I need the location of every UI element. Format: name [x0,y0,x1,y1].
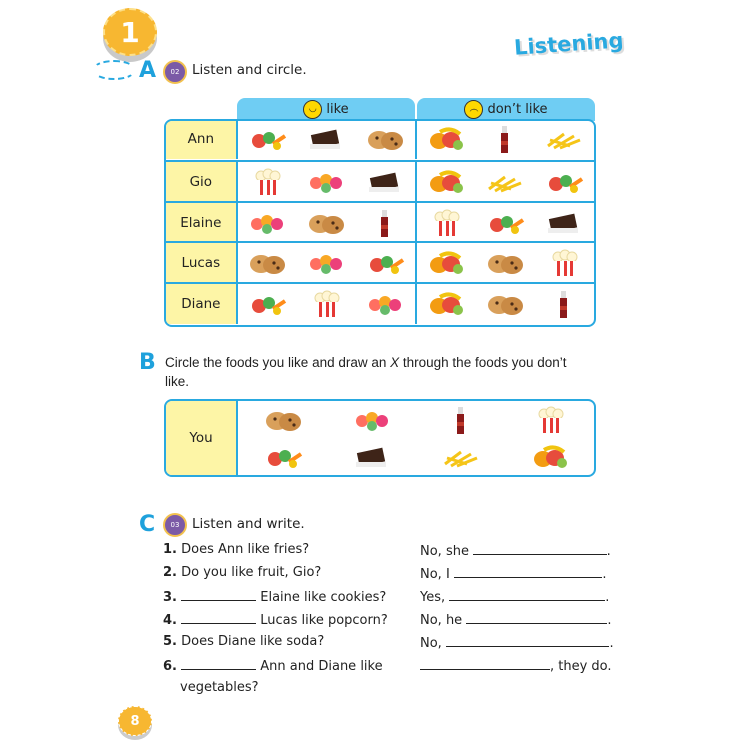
question-text: Does Diane like soda? [181,634,325,649]
like-cell [238,119,417,159]
question-text: Elaine like cookies? [260,590,387,605]
question-text: Lucas like popcorn? [260,613,388,628]
question-item [163,588,386,605]
popcorn-icon[interactable] [541,248,587,278]
like-cell [238,203,417,243]
answer-item [420,634,614,651]
sad-face-icon: ︵ [464,100,483,119]
table-row [166,241,594,283]
popcorn-icon[interactable] [423,208,469,238]
question-item [163,634,324,649]
item-6-continuation: vegetables? [180,680,259,695]
question-number: 6. [163,659,177,674]
cookies-icon[interactable] [362,124,408,154]
student-name: Diane [166,284,238,324]
dont-like-label: don’t like [487,102,548,117]
answer-blank[interactable] [466,611,607,624]
question-item [163,611,388,628]
you-name-cell: You [166,401,238,475]
like-cell [238,243,417,283]
vegetables-icon[interactable] [362,248,408,278]
popcorn-icon[interactable] [527,405,573,435]
vegetables-icon[interactable] [260,442,306,472]
fruit-icon[interactable] [423,124,469,154]
table-row [166,201,594,243]
instruction-text: through the foods you don’t [399,355,567,370]
answer-item [420,565,607,582]
answer-item [420,611,611,628]
happy-face-icon: ◡ [303,100,322,119]
fries-icon[interactable] [482,167,528,197]
question-number: 2. [163,565,177,580]
track-number: 03 [170,521,180,529]
cookies-icon[interactable] [482,289,528,319]
answer-blank[interactable] [446,634,610,647]
answer-prefix: No, he [420,613,463,628]
chocolate-icon[interactable] [541,208,587,238]
student-name: Gio [166,162,238,202]
question-text: Does Ann like fries? [181,542,310,557]
question-number: 1. [163,542,177,557]
vegetables-icon[interactable] [541,167,587,197]
track-number: 02 [170,68,180,76]
dont-like-cell [417,284,594,324]
vegetables-icon[interactable] [244,289,290,319]
candy-icon[interactable] [303,167,349,197]
cookies-icon[interactable] [482,248,528,278]
table-row [166,160,594,202]
dont-like-cell [417,119,594,159]
question-item [163,657,383,674]
answer-suffix: . [607,613,612,628]
popcorn-icon[interactable] [244,167,290,197]
question-item [163,542,309,557]
likes-table [164,119,596,327]
answer-blank[interactable] [454,565,603,578]
like-label: like [326,102,349,117]
dashed-arrow-icon [92,60,136,80]
fries-icon[interactable] [438,442,484,472]
question-blank[interactable] [181,611,256,624]
chocolate-icon[interactable] [349,442,395,472]
section-b-label: B [139,350,156,375]
section-b-instruction [165,353,567,391]
answer-blank[interactable] [449,588,605,601]
page-number: 8 [118,706,152,736]
you-table [164,399,596,477]
student-name: Lucas [166,243,238,283]
table-row [166,282,594,324]
fruit-icon[interactable] [423,167,469,197]
answer-suffix: . [602,567,607,582]
table-row [166,119,594,159]
fruit-icon[interactable] [423,248,469,278]
like-cell [238,162,417,202]
instruction-text: Circle the foods you like and draw an [165,355,391,370]
question-number: 4. [163,613,177,628]
answer-item [420,542,611,559]
section-c-instruction: Listen and write. [192,516,305,532]
answer-item [420,588,609,605]
question-text: Ann and Diane like [260,659,383,674]
you-foods [238,401,594,475]
candy-icon[interactable] [303,248,349,278]
question-blank[interactable] [181,657,256,670]
instruction-line-2 [165,372,567,391]
answer-prefix: No, I [420,567,450,582]
chocolate-icon[interactable] [362,167,408,197]
soda-icon[interactable] [362,208,408,238]
popcorn-icon[interactable] [303,289,349,319]
vegetables-icon[interactable] [244,124,290,154]
answer-suffix: . [606,544,611,559]
dont-like-cell [417,162,594,202]
column-header-dont-like [417,98,595,121]
answer-prefix: Yes, [420,590,446,605]
cookies-icon[interactable] [244,248,290,278]
soda-icon[interactable] [482,124,528,154]
dont-like-cell [417,203,594,243]
section-c-label: C [139,512,156,537]
candy-icon[interactable] [362,289,408,319]
answer-item [420,657,612,674]
answer-suffix: . [605,590,610,605]
audio-track-icon[interactable] [163,513,187,537]
chocolate-icon[interactable] [303,124,349,154]
candy-icon[interactable] [244,208,290,238]
fries-icon[interactable] [541,124,587,154]
instruction-text: like. [165,374,190,389]
question-blank[interactable] [181,588,256,601]
question-number: 5. [163,634,177,649]
vegetables-icon[interactable] [482,208,528,238]
audio-track-icon[interactable] [163,60,187,84]
question-number: 3. [163,590,177,605]
unit-number-badge: 1 [103,8,157,56]
skill-title: Listening [513,28,625,60]
instruction-line-1 [165,353,567,372]
cookies-icon[interactable] [303,208,349,238]
student-name: Elaine [166,203,238,243]
cookies-icon[interactable] [260,405,306,435]
question-item [163,565,321,580]
soda-icon[interactable] [438,405,484,435]
student-name: Ann [166,119,238,159]
instruction-x: X [390,355,400,370]
section-a-label: A [139,58,157,83]
answer-suffix: , they do. [550,659,612,674]
dont-like-cell [417,243,594,283]
soda-icon[interactable] [541,289,587,319]
fruit-icon[interactable] [423,289,469,319]
answer-blank[interactable] [420,657,550,670]
section-a-instruction: Listen and circle. [192,62,307,78]
fruit-icon[interactable] [527,442,573,472]
answer-suffix: . [609,636,614,651]
question-text: Do you like fruit, Gio? [181,565,322,580]
candy-icon[interactable] [349,405,395,435]
answer-blank[interactable] [473,542,607,555]
like-cell [238,284,417,324]
answer-prefix: No, [420,636,442,651]
column-header-like [237,98,415,121]
answer-prefix: No, she [420,544,469,559]
